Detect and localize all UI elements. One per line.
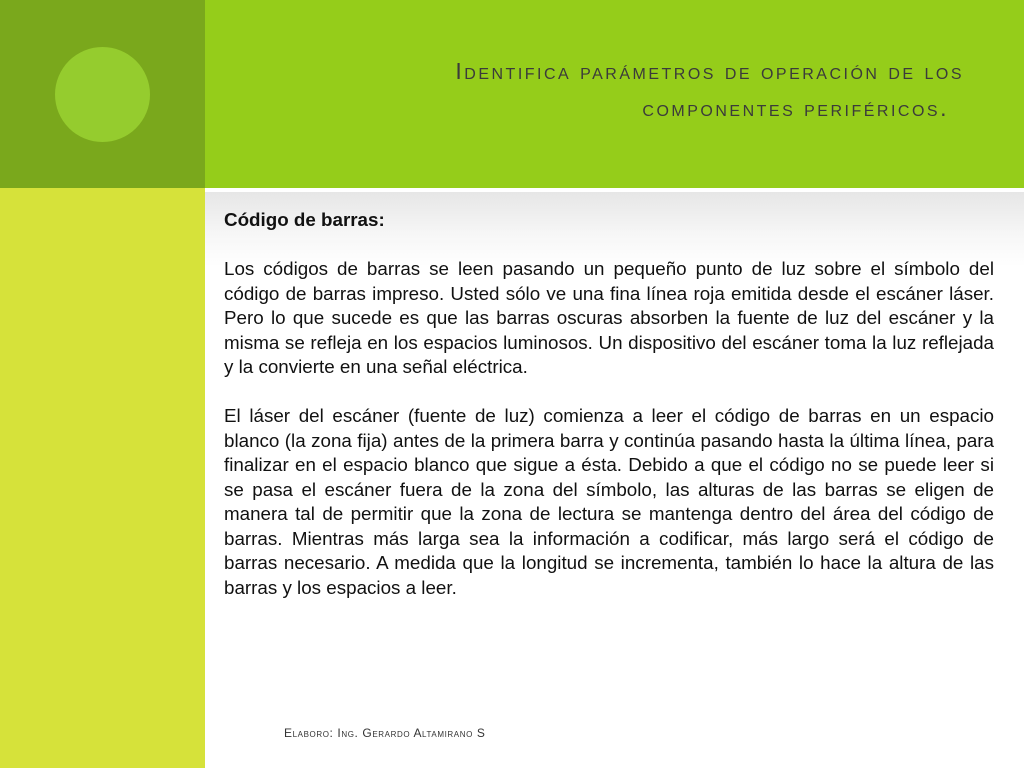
slide-title-line-2: componentes periféricos. xyxy=(642,95,949,121)
slide-footer: Elaboro: Ing. Gerardo Altamirano S xyxy=(284,726,486,740)
left-dark-panel xyxy=(0,0,205,188)
paragraph-1: Los códigos de barras se leen pasando un pequeño punto de luz sobre el símbolo del código de barras impreso. Usted sólo ve una fina línea roja emitida desde el escáner láser. Pero lo que sucede es que las barras oscuras absorben la fuente de luz del escáner y la misma se refleja en los espacios luminosos. Un dispositivo del escáner toma la luz reflejada y la convierte en una señal eléctrica. xyxy=(224,258,994,377)
slide-body xyxy=(224,208,994,625)
title-band xyxy=(205,0,1024,188)
section-heading: Código de barras: xyxy=(224,209,385,230)
paragraph-2: El láser del escáner (fuente de luz) comienza a leer el código de barras en un espacio blanco (la zona fija) antes de la primera barra y continúa pasando hasta la última línea, para finalizar en el espacio blanco que sigue a ésta. Debido a que el código no se puede leer si se pasa el escáner fuera de la zona del símbolo, las alturas de las barras se eligen de manera tal de permitir que la zona de lectura se mantenga dentro del área del código de barras. Mientras más larga sea la información a codificar, más largo será el código de barras necesario. A medida que la longitud se incrementa, también lo hace la altura de las barras y los espacios a leer. xyxy=(224,405,994,598)
slide-title-line-1: Identifica parámetros de operación de los xyxy=(455,58,964,84)
left-light-panel xyxy=(0,188,205,768)
decorative-circle xyxy=(55,47,150,142)
